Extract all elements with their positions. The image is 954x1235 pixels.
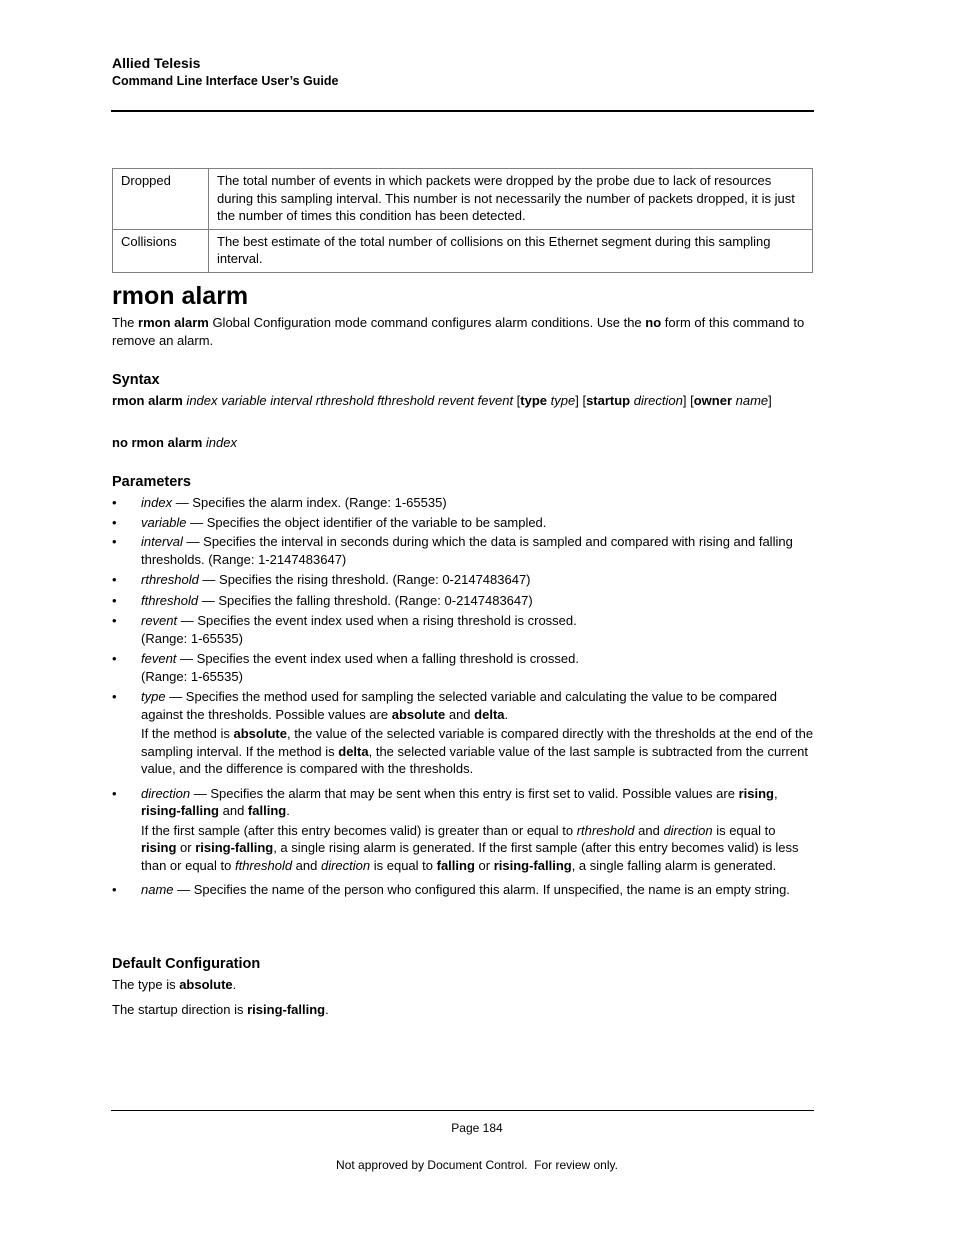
list-item: • variable — Specifies the object identifier of the variable to be sampled. (112, 514, 547, 530)
table-cell-name: Collisions (113, 229, 209, 272)
page-number: Page 184 (451, 1121, 503, 1135)
table-row (113, 229, 813, 272)
list-item-detail: If the method is absolute, the value of the selected variable is compared directly with the thresholds at the end of the sampling interval. If the method is delta, the selected variable value of the last sample is subtracted from the current value, and the difference is compared with the thresholds. (141, 726, 814, 776)
parameters-heading: Parameters (112, 474, 191, 490)
syntax-line-2: no rmon alarm index (112, 435, 237, 450)
list-item: • type — Specifies the method used for sampling the selected variable and calculating the value to be compared against the thresholds. Possible values are absolute and delta. If the method is absolute, the value of the selected variable is compared directly with the thresholds at the end of the sampling interval. If the method is delta, the selected variable value of the last sample is subtracted from the current value, and the difference is compared with the thresholds. (112, 689, 814, 776)
default-startup-paragraph: The startup direction is rising-falling. (112, 1002, 329, 1017)
list-item-detail: If the first sample (after this entry becomes valid) is greater than or equal to rthreshold and direction is equal to rising or rising-falling, a single rising alarm is generated. If the first sample (after this entry becomes valid) is less than or equal to fthreshold and direction is equal to falling or rising-falling, a single falling alarm is generated. (141, 822, 799, 873)
table-cell-desc: The best estimate of the total number of collisions on this Ethernet segment during this sampling interval. (209, 229, 813, 272)
list-item: • fthreshold — Specifies the falling threshold. (Range: 0-2147483647) (112, 592, 533, 608)
list-item: • name — Specifies the name of the person who configured this alarm. If unspecified, the name is an empty string. (112, 882, 790, 897)
table-row (113, 169, 813, 230)
footer-divider (111, 1110, 814, 1111)
list-item: • fevent — Specifies the event index used when a falling threshold is crossed. (Range: 1-65535) (112, 651, 579, 684)
list-item: • interval — Specifies the interval in seconds during which the data is sampled and compared with rising and falling thresholds. (Range: 1-2147483647) (112, 534, 793, 567)
list-item: • rthreshold — Specifies the rising threshold. (Range: 0-2147483647) (112, 572, 531, 587)
section-title: rmon alarm (112, 282, 249, 310)
syntax-line-1: rmon alarm index variable interval rthreshold fthreshold revent fevent [type type] [startup direction] [owner name] (112, 393, 772, 408)
header-company: Allied Telesis (112, 55, 201, 71)
statistics-table (112, 168, 813, 273)
review-notice: Not approved by Document Control. For review only. (336, 1158, 618, 1172)
table-cell-name: Dropped (113, 169, 209, 230)
list-item: • revent — Specifies the event index used when a rising threshold is crossed. (Range: 1-65535) (112, 613, 577, 646)
table-cell-desc: The total number of events in which packets were dropped by the probe due to lack of resources during this sampling interval. This number is not necessarily the number of packets dropped, it is just the number of times this condition has been detected. (209, 169, 813, 230)
syntax-heading: Syntax (112, 372, 160, 388)
list-item: • index — Specifies the alarm index. (Range: 1-65535) (112, 495, 447, 510)
list-item: • direction — Specifies the alarm that may be sent when this entry is first set to valid. Possible values are rising, rising-falling and falling. If the first sample (after this entry becomes valid) is greater than or equal to rthreshold and direction is equal to rising or rising-falling, a single rising alarm is generated. If the first sample (after this entry becomes valid) is less than or equal to fthreshold and direction is equal to falling or rising-falling, a single falling alarm is generated. (112, 785, 814, 875)
default-config-heading: Default Configuration (112, 956, 261, 972)
intro-paragraph: The rmon alarm Global Configuration mode command configures alarm conditions. Use the no form of this command to remove an alarm. (112, 315, 805, 348)
parameters-list (112, 494, 814, 899)
header-guide-title: Command Line Interface User’s Guide (112, 74, 339, 88)
header-divider (111, 110, 814, 112)
default-type-paragraph: The type is absolute. (112, 977, 237, 992)
